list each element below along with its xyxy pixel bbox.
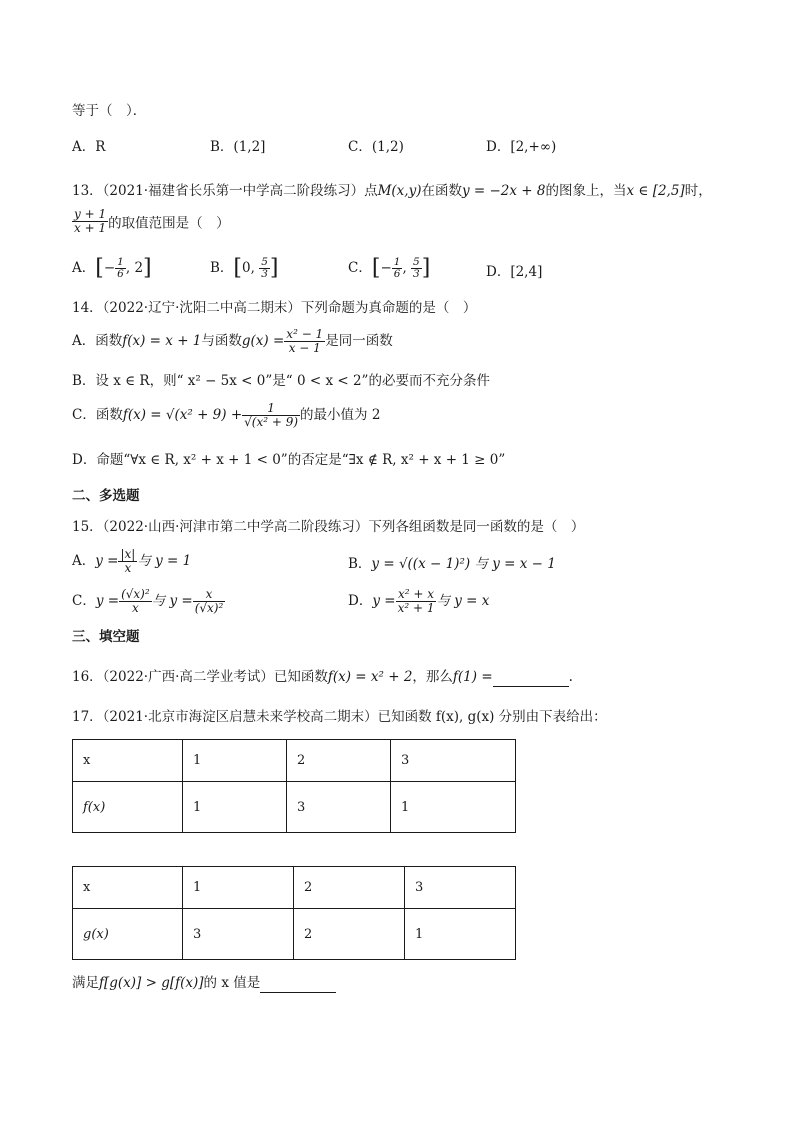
q12-option-b: B．(1,2]: [210, 139, 266, 155]
q13-option-d: D．[2,4]: [486, 264, 543, 280]
table-f-cell: 3: [391, 740, 516, 782]
table-f-cell: x: [73, 740, 183, 782]
table-g-cell: 1: [183, 867, 294, 909]
q13-stem-line2: $\frac{y + 1}{x + 1}$ 的取值范围是（ ）: [74, 207, 230, 235]
q12-option-c: C．(1,2): [348, 139, 404, 155]
table-g-cell: 1: [405, 909, 516, 960]
table-f: [72, 739, 516, 833]
table-g-cell: g(x): [73, 909, 183, 960]
table-g-cell: 2: [294, 909, 405, 960]
table-f-cell: 1: [391, 782, 516, 833]
q13-stem: 13．（2021·福建省长乐第一中学高二阶段练习）点M(x,y)在函数y = −2x + 8的图象上，当x ∈ [2,5]时，: [72, 183, 712, 199]
q17-question: 满足f[g(x)] > g[f(x)]的 x 值是: [72, 973, 336, 993]
q14-stem: 14．（2022·辽宁·沈阳二中高二期末）下列命题为真命题的是（ ）: [72, 300, 477, 316]
section-multiple-choice-heading: 二、多选题: [72, 488, 140, 504]
q12-option-d: D．[2,+∞): [486, 139, 557, 155]
q13-fraction: $\frac{y + 1}{x + 1}$: [74, 207, 107, 235]
q16-stem: 16．（2022·广西·高二学业考试）已知函数f(x) = x² + 2，那么f(1) = .: [72, 669, 573, 685]
q13-option-b: B．[0, $\frac{5}{3}$ ]: [210, 255, 279, 281]
table-f-cell: 2: [287, 740, 391, 782]
table-g-cell: 3: [183, 909, 294, 960]
table-f-cell: 3: [287, 782, 391, 833]
q14-option-d: D．命题“∀x ∈ R, x² + x + 1 < 0”的否定是“∃x ∉ R, x² + x + 1 ≥ 0”: [72, 452, 506, 468]
table-g: [72, 866, 516, 960]
table-g-cell: x: [73, 867, 183, 909]
q16-answer-blank[interactable]: [493, 670, 569, 687]
table-f-cell: 1: [183, 782, 287, 833]
q12-option-a: A．R: [72, 139, 106, 155]
table-g-cell: 2: [294, 867, 405, 909]
q14-option-b: B．设 x ∈ R，则“ x² − 5x < 0”是“ 0 < x < 2”的必要而不充分条件: [72, 373, 490, 389]
table-g-header-row: [73, 867, 516, 909]
section-fill-blank-heading: 三、填空题: [72, 629, 140, 645]
q17-answer-blank[interactable]: [260, 976, 336, 993]
q15-option-b: B．y = √((x − 1)²) 与 y = x − 1: [348, 556, 556, 572]
q15-option-d: D．y = $\frac{\text{x² + x}}{\text{x² + 1}}$ 与 y = x: [348, 587, 490, 615]
table-f-cell: f(x): [73, 782, 183, 833]
table-g-cell: 3: [405, 867, 516, 909]
q15-option-c: C．y = $\frac{\text{(√x)²}}{x}$ 与 y = $\frac{x}{\text{(√x)²}}$: [72, 587, 224, 615]
q13-option-a: A．[− $\frac{1}{6}$ , 2]: [72, 255, 152, 281]
table-f-cell: 1: [183, 740, 287, 782]
q12-tail-text: 等于（ ）．: [72, 103, 147, 119]
q15-stem: 15．（2022·山西·河津市第二中学高二阶段练习）下列各组函数是同一函数的是（ ）: [72, 519, 585, 535]
table-f-value-row: [73, 782, 516, 833]
table-g-value-row: [73, 909, 516, 960]
q17-stem: 17．（2021·北京市海淀区启慧未来学校高二期末）已知函数 f(x), g(x) 分别由下表给出：: [72, 709, 607, 725]
table-f-header-row: [73, 740, 516, 782]
q14-option-a: A．函数f(x) = x + 1与函数g(x) = $\frac{\text{x² − 1}}{x - 1}$ 是同一函数: [72, 327, 393, 355]
q13-option-c: C．[− $\frac{1}{6}$ , $\frac{5}{3}$ ]: [348, 255, 431, 281]
q15-option-a: A．y = $\frac{|x|}{x}$ 与 y = 1: [72, 547, 192, 575]
q14-option-c: C．函数f(x) = √(x² + 9) + $\frac{1}{\text{√(x² + 9)}}$ 的最小值为 2: [72, 401, 381, 429]
